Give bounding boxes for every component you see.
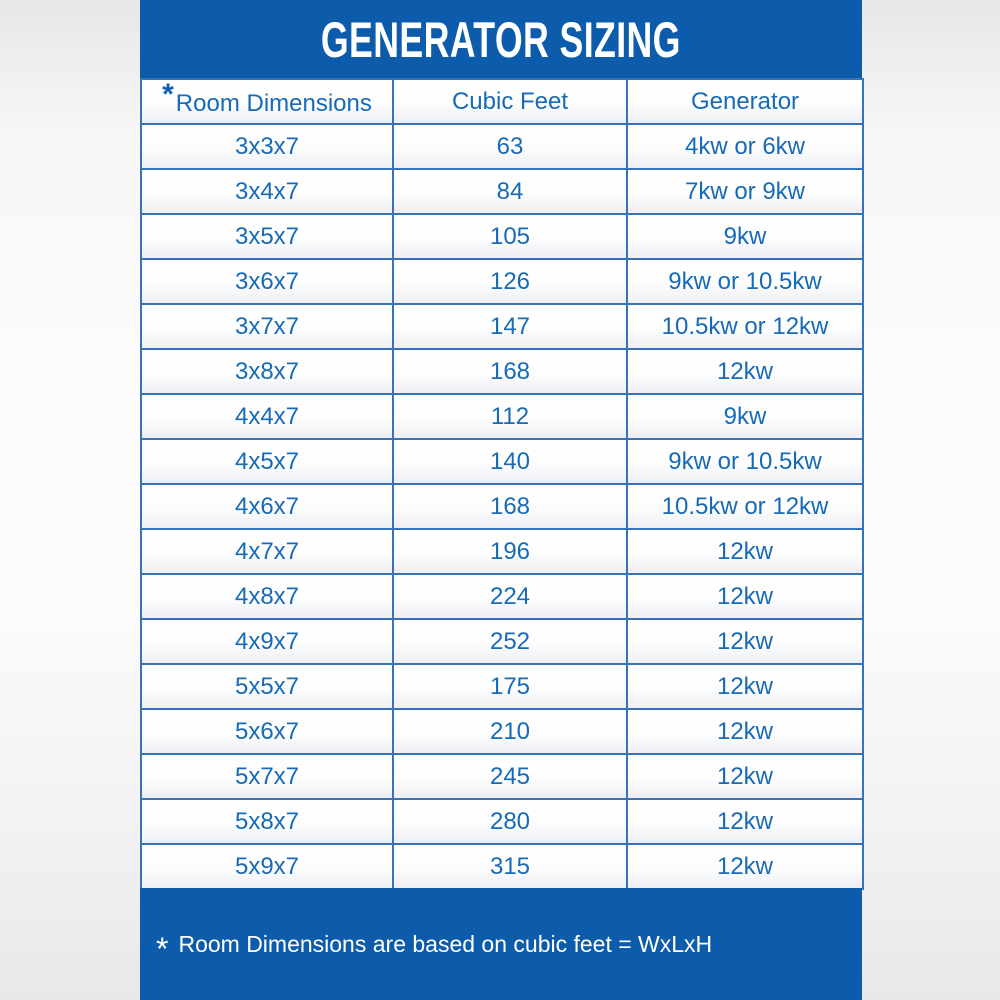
cell-cubic-feet: 168 xyxy=(393,349,627,394)
cell-room-dimensions: 4x5x7 xyxy=(141,439,393,484)
header-generator: Generator xyxy=(627,79,863,124)
page-title: GENERATOR SIZING xyxy=(320,10,682,68)
table-row xyxy=(141,304,863,349)
cell-generator: 12kw xyxy=(627,529,863,574)
cell-cubic-feet: 140 xyxy=(393,439,627,484)
cell-room-dimensions: 5x7x7 xyxy=(141,754,393,799)
cell-cubic-feet: 112 xyxy=(393,394,627,439)
table-row xyxy=(141,709,863,754)
cell-room-dimensions: 4x6x7 xyxy=(141,484,393,529)
cell-cubic-feet: 245 xyxy=(393,754,627,799)
cell-room-dimensions: 3x3x7 xyxy=(141,124,393,169)
cell-generator: 12kw xyxy=(627,844,863,889)
cell-room-dimensions: 3x5x7 xyxy=(141,214,393,259)
table-row xyxy=(141,259,863,304)
cell-generator: 12kw xyxy=(627,349,863,394)
cell-room-dimensions: 3x8x7 xyxy=(141,349,393,394)
cell-generator: 9kw xyxy=(627,214,863,259)
cell-generator: 10.5kw or 12kw xyxy=(627,304,863,349)
cell-cubic-feet: 84 xyxy=(393,169,627,214)
header-room-dimensions xyxy=(141,79,393,124)
table-row xyxy=(141,574,863,619)
cell-room-dimensions: 5x9x7 xyxy=(141,844,393,889)
cell-cubic-feet: 210 xyxy=(393,709,627,754)
asterisk-marker: * xyxy=(162,79,174,111)
cell-cubic-feet: 147 xyxy=(393,304,627,349)
cell-generator: 12kw xyxy=(627,709,863,754)
table-row xyxy=(141,619,863,664)
cell-generator: 12kw xyxy=(627,574,863,619)
cell-generator: 12kw xyxy=(627,799,863,844)
cell-room-dimensions: 4x9x7 xyxy=(141,619,393,664)
cell-cubic-feet: 126 xyxy=(393,259,627,304)
footnote-text: Room Dimensions are based on cubic feet = WxLxH xyxy=(178,930,713,957)
cell-generator: 12kw xyxy=(627,664,863,709)
table-row xyxy=(141,214,863,259)
cell-cubic-feet: 175 xyxy=(393,664,627,709)
cell-generator: 9kw xyxy=(627,394,863,439)
table-row xyxy=(141,529,863,574)
cell-cubic-feet: 168 xyxy=(393,484,627,529)
cell-room-dimensions: 4x8x7 xyxy=(141,574,393,619)
cell-room-dimensions: 4x4x7 xyxy=(141,394,393,439)
footnote-band: * Room Dimensions are based on cubic feet = WxLxH xyxy=(140,888,862,1000)
cell-room-dimensions: 3x7x7 xyxy=(141,304,393,349)
table-body xyxy=(141,124,863,889)
table-row xyxy=(141,844,863,889)
header-cubic-feet: Cubic Feet xyxy=(393,79,627,124)
title-banner xyxy=(140,0,862,78)
cell-room-dimensions: 5x6x7 xyxy=(141,709,393,754)
table-row xyxy=(141,799,863,844)
cell-cubic-feet: 252 xyxy=(393,619,627,664)
table-row xyxy=(141,169,863,214)
table-row xyxy=(141,484,863,529)
generator-sizing-panel xyxy=(140,0,862,1000)
cell-cubic-feet: 105 xyxy=(393,214,627,259)
cell-cubic-feet: 196 xyxy=(393,529,627,574)
table-row xyxy=(141,664,863,709)
cell-room-dimensions: 3x4x7 xyxy=(141,169,393,214)
header-room-dimensions-label: Room Dimensions xyxy=(175,89,372,117)
cell-room-dimensions: 5x5x7 xyxy=(141,664,393,709)
cell-room-dimensions: 5x8x7 xyxy=(141,799,393,844)
table-row xyxy=(141,124,863,169)
cell-cubic-feet: 280 xyxy=(393,799,627,844)
table-row xyxy=(141,349,863,394)
cell-generator: 10.5kw or 12kw xyxy=(627,484,863,529)
cell-cubic-feet: 315 xyxy=(393,844,627,889)
cell-room-dimensions: 3x6x7 xyxy=(141,259,393,304)
table-row xyxy=(141,394,863,439)
cell-generator: 9kw or 10.5kw xyxy=(627,439,863,484)
cell-cubic-feet: 63 xyxy=(393,124,627,169)
cell-generator: 7kw or 9kw xyxy=(627,169,863,214)
generator-sizing-table xyxy=(140,78,864,890)
table-header-row xyxy=(141,79,863,124)
cell-generator: 9kw or 10.5kw xyxy=(627,259,863,304)
cell-generator: 12kw xyxy=(627,754,863,799)
cell-cubic-feet: 224 xyxy=(393,574,627,619)
cell-room-dimensions: 4x7x7 xyxy=(141,529,393,574)
table-row xyxy=(141,439,863,484)
cell-generator: 12kw xyxy=(627,619,863,664)
table-row xyxy=(141,754,863,799)
cell-generator: 4kw or 6kw xyxy=(627,124,863,169)
